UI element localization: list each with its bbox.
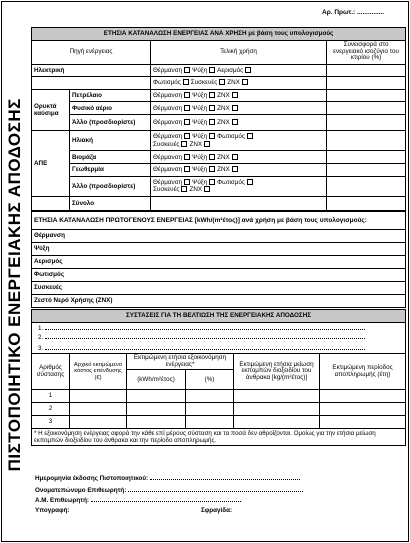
checkbox[interactable] — [232, 105, 238, 111]
checkbox[interactable] — [204, 186, 210, 192]
cell[interactable] — [320, 416, 406, 429]
col-saving-kwh: (kWh/m²έτος) — [127, 370, 186, 390]
cell[interactable] — [186, 416, 234, 429]
primary-row-heating[interactable]: Θέρμανση — [32, 230, 406, 243]
checkbox[interactable] — [247, 133, 253, 139]
cell[interactable] — [127, 403, 186, 416]
inspector-name-field[interactable]: Ονοματεπώνυμο Επιθεωρητή: — [35, 486, 303, 494]
fuel-petrol: Πετρέλαιο — [70, 89, 151, 102]
checkbox[interactable] — [184, 119, 190, 125]
empty-cell — [32, 77, 151, 90]
total-label: Σύνολο — [70, 197, 151, 211]
res-biomass: Βιομάζα — [70, 151, 151, 164]
share-cell[interactable] — [327, 114, 406, 130]
checkbox[interactable] — [245, 67, 251, 73]
issue-date-field[interactable]: Ημερομηνία έκδοσης Πιστοποιητικού: — [35, 474, 300, 482]
checkbox[interactable] — [209, 179, 215, 185]
cell[interactable] — [127, 416, 186, 429]
empty-cell — [151, 197, 327, 211]
recommendation-line-3[interactable]: 3. — [32, 343, 406, 354]
checkbox[interactable] — [183, 79, 189, 85]
checkbox[interactable] — [232, 166, 238, 172]
recommendation-line-2[interactable]: 2. — [32, 333, 406, 343]
primary-row-cooling[interactable]: Ψύξη — [32, 243, 406, 256]
res-geothermal: Γεωθερμία — [70, 164, 151, 177]
col-co2-reduction: Εκτιμώμενη ετήσια μείωση εκπομπών διοξειδίου του άνθρακα [kg/(m²έτος)] — [234, 354, 320, 390]
checkbox[interactable] — [204, 141, 210, 147]
col-energy-share: Συνεισφορά στο ενεργειακό ισοζύγιο του κτιρίου (%) — [327, 40, 406, 64]
checkbox[interactable] — [209, 154, 215, 160]
primary-energy-section — [31, 211, 405, 307]
checkbox[interactable] — [219, 79, 225, 85]
recommendation-row-number: 2 — [32, 403, 70, 416]
cell[interactable] — [186, 403, 234, 416]
inspector-am-field[interactable]: Α.Μ. Επιθεωρητή: — [35, 496, 241, 504]
primary-row-dhw[interactable]: Ζεστό Νερό Χρήσης (ΖΝΧ) — [32, 295, 406, 308]
col-payback-period: Εκτιμώμενη περίοδος αποπληρωμής (έτη) — [320, 354, 406, 390]
res-other: Άλλο (προσδιορίστε) — [70, 176, 151, 197]
res-uses: Θέρμανση Ψύξη ΖΝΧ — [151, 151, 327, 164]
source-res: ΑΠΕ — [32, 130, 70, 196]
cell[interactable] — [186, 390, 234, 403]
checkbox[interactable] — [242, 79, 248, 85]
cell[interactable] — [234, 403, 320, 416]
share-cell[interactable] — [327, 151, 406, 164]
checkbox[interactable] — [209, 119, 215, 125]
share-cell[interactable] — [327, 176, 406, 197]
cell[interactable] — [320, 403, 406, 416]
cell[interactable] — [70, 416, 127, 429]
stamp-field[interactable]: Σφραγίδα: — [201, 507, 233, 514]
checkbox[interactable] — [232, 92, 238, 98]
res-solar: Ηλιακή — [70, 130, 151, 151]
source-electric: Ηλεκτρική — [32, 64, 151, 77]
checkbox[interactable] — [209, 67, 215, 73]
col-energy-saving: Εκτιμώμενη ετήσια εξοικονόμηση ενέργειας* — [127, 354, 234, 370]
checkbox[interactable] — [181, 141, 187, 147]
share-cell[interactable] — [327, 89, 406, 102]
consumption-header: ΕΤΗΣΙΑ ΚΑΤΑΝΑΛΩΣΗ ΕΝΕΡΓΕΙΑΣ ΑΝΑ ΧΡΗΣΗ με βάση τους υπολογισμούς — [32, 28, 406, 41]
electric-uses-1: Θέρμανση Ψύξη Αερισμός — [151, 64, 327, 77]
signature-field[interactable]: Υπογραφή: — [35, 507, 70, 514]
fuel-gas: Φυσικό αέριο — [70, 102, 151, 115]
share-cell[interactable] — [327, 64, 406, 77]
consumption-table — [31, 27, 406, 211]
share-cell[interactable] — [327, 102, 406, 115]
col-saving-pct: (%) — [186, 370, 234, 390]
checkbox[interactable] — [232, 119, 238, 125]
primary-row-lighting[interactable]: Φωτισμός — [32, 269, 406, 282]
checkbox[interactable] — [184, 133, 190, 139]
recommendation-row-number: 1 — [32, 390, 70, 403]
primary-row-devices[interactable]: Συσκευές — [32, 282, 406, 295]
electric-uses-2: Φωτισμός Συσκευές ΖΝΧ — [151, 77, 327, 90]
primary-energy-header: ΕΤΗΣΙΑ ΚΑΤΑΝΑΛΩΣΗ ΠΡΩΤΟΓΕΝΟΥΣ ΕΝΕΡΓΕΙΑΣ [kWh/(m²έτος)] ανά χρήση με βάση τους υπολογισμούς: — [32, 212, 406, 230]
recommendations-header: ΣΥΣΤΑΣΕΙΣ ΓΙΑ ΤΗ ΒΕΛΤΙΩΣΗ ΤΗΣ ΕΝΕΡΓΕΙΑΚΗΣ ΑΠΟΔΟΣΗΣ — [32, 310, 406, 323]
recommendations-table — [31, 309, 406, 446]
fuel-uses: Θέρμανση Ψύξη ΖΝΧ — [151, 102, 327, 115]
vertical-title: ΠΙΣΤΟΠΟΙΗΤΙΚΟ ΕΝΕΡΓΕΙΑΚΗΣ ΑΠΟΔΟΣΗΣ — [5, 98, 25, 472]
res-uses: Θέρμανση Ψύξη Φωτισμός Συσκευές ΖΝΧ — [151, 176, 327, 197]
recommendations-note: * Η εξοικονόμηση ενέργειας αφορά την κάθε επί μέρους σύσταση και τα ποσά δεν αθροίζονται. Ομοίως για την ετήσια μείωση εκπομπών διοξειδίου του άνθρακα και την περίοδο αποπληρωμής. — [32, 429, 406, 446]
col-final-use: Τελική χρήση — [151, 40, 327, 64]
cell[interactable] — [127, 390, 186, 403]
col-recommendation-number: Αριθμός σύστασης — [32, 354, 70, 390]
consumption-section — [31, 27, 405, 211]
protocol-number-label: Αρ. Πρωτ.: ............... — [322, 9, 385, 16]
checkbox[interactable] — [184, 105, 190, 111]
footer-section — [31, 446, 405, 541]
fuel-uses: Θέρμανση Ψύξη ΖΝΧ — [151, 89, 327, 102]
checkbox[interactable] — [184, 179, 190, 185]
checkbox[interactable] — [184, 166, 190, 172]
fuel-uses: Θέρμανση Ψύξη ΖΝΧ — [151, 114, 327, 130]
share-cell[interactable] — [327, 130, 406, 151]
checkbox[interactable] — [184, 92, 190, 98]
primary-row-ventilation[interactable]: Αερισμός — [32, 256, 406, 269]
share-cell[interactable] — [327, 164, 406, 177]
checkbox[interactable] — [209, 105, 215, 111]
checkbox[interactable] — [209, 133, 215, 139]
col-energy-source: Πηγή ενέργειας — [32, 40, 151, 64]
cell[interactable] — [234, 390, 320, 403]
cell[interactable] — [234, 416, 320, 429]
checkbox[interactable] — [181, 186, 187, 192]
source-fossil: Ορυκτά καύσιμα — [32, 89, 70, 130]
empty-cell — [32, 197, 70, 211]
res-uses: Θέρμανση Ψύξη Φωτισμός Συσκευές ΖΝΧ — [151, 130, 327, 151]
total-share-cell[interactable] — [327, 197, 406, 211]
checkbox[interactable] — [184, 154, 190, 160]
cell[interactable] — [70, 390, 127, 403]
checkbox[interactable] — [184, 67, 190, 73]
recommendations-section — [31, 309, 405, 445]
checkbox[interactable] — [209, 166, 215, 172]
checkbox[interactable] — [247, 179, 253, 185]
fuel-other: Άλλο (προσδιορίστε) — [70, 114, 151, 130]
checkbox[interactable] — [209, 92, 215, 98]
share-cell[interactable] — [327, 77, 406, 90]
checkbox[interactable] — [232, 154, 238, 160]
primary-energy-table — [31, 211, 406, 308]
col-investment-cost: Αρχικό εκτιμώμενο κόστος επένδυσης (€) — [70, 354, 127, 390]
recommendation-line-1[interactable]: 1. — [32, 323, 406, 333]
vertical-title-area — [2, 30, 28, 540]
cell[interactable] — [320, 390, 406, 403]
recommendation-row-number: 3 — [32, 416, 70, 429]
cell[interactable] — [70, 403, 127, 416]
res-uses: Θέρμανση Ψύξη ΖΝΧ — [151, 164, 327, 177]
